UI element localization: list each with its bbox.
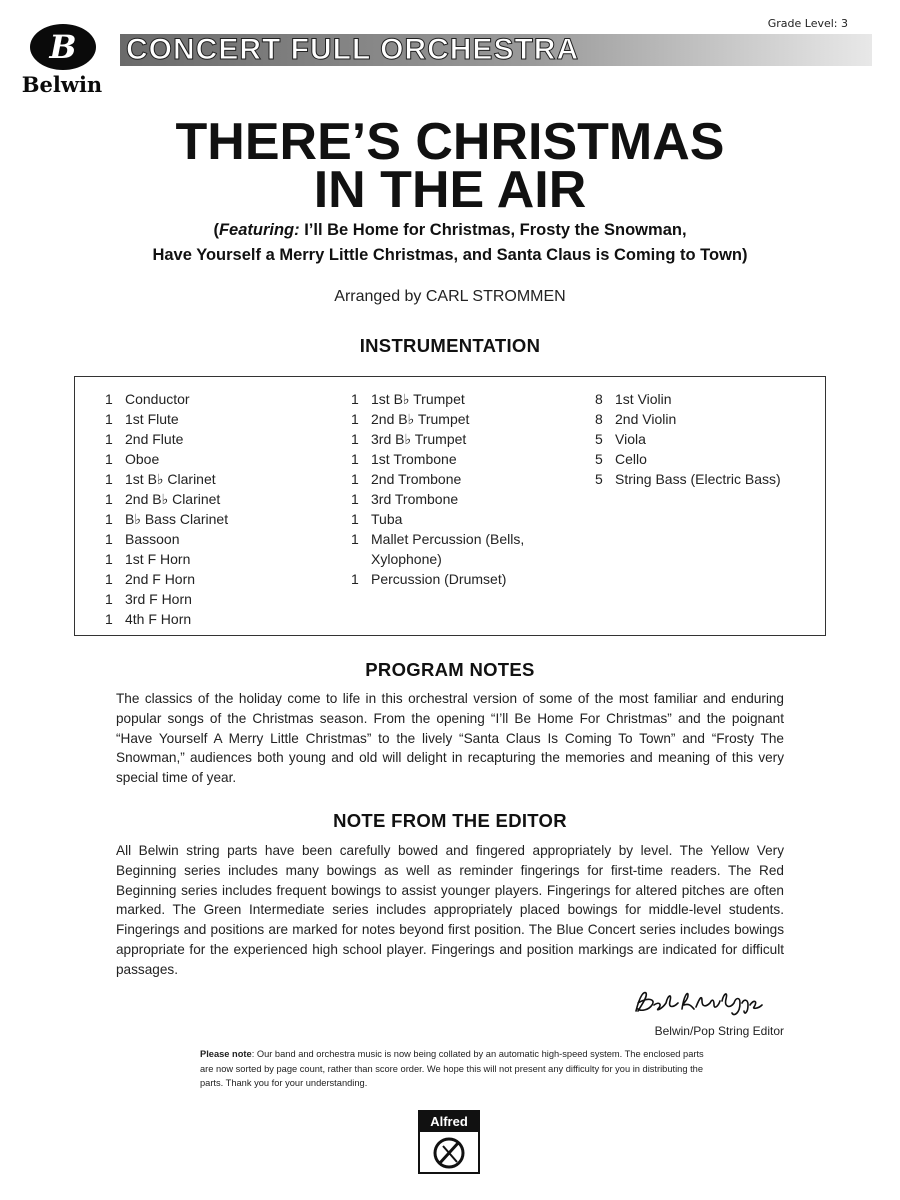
title-line-1: THERE’S CHRISTMAS [175, 113, 725, 171]
instrument-name: String Bass (Electric Bass) [615, 471, 781, 487]
instrument-name: Mallet Percussion (Bells, [371, 531, 525, 547]
instrument-name: 3rd F Horn [125, 591, 192, 607]
belwin-logo-word: Belwin [21, 72, 103, 97]
editor-note-heading: NOTE FROM THE EDITOR [333, 810, 567, 831]
editor-note-text: All Belwin string parts have been carefully bowed and fingered appropriately by level. The Yellow Very Beginning series includes many bowings as well as reminder fingerings for first-time readers. The Red Beginning series includes frequent bowings to assist younger players. Fingerings for altered pitches are often marked. The Green Intermediate series includes appropriately placed bowings for middle-level students. Fingerings and positions are marked for notes beyond first position. The Blue Concert series includes bowings appropriate for the experienced high school player. Fingerings and position markings are indicated for difficult passages. [116, 843, 784, 977]
series-banner [120, 34, 872, 66]
instrument-quantity: 1 [105, 391, 113, 407]
belwin-logo-mark: B [30, 24, 96, 70]
instrument-quantity: 1 [351, 571, 359, 587]
instrument-name: 2nd Trombone [371, 471, 462, 487]
alfred-logo [418, 1110, 480, 1174]
instrument-quantity: 1 [105, 471, 113, 487]
instrument-name: 1st B♭ Clarinet [125, 471, 216, 487]
instrument-name: 2nd F Horn [125, 571, 196, 587]
instrumentation-box [74, 376, 826, 636]
editor-signature [630, 985, 810, 1019]
instrumentation-heading: INSTRUMENTATION [359, 335, 541, 356]
instrument-name: Oboe [125, 451, 160, 467]
instrument-name: 1st F Horn [125, 551, 191, 567]
please-note-label: Please note [200, 1049, 252, 1059]
instrument-quantity: 1 [105, 571, 113, 587]
instrument-quantity: 1 [105, 591, 113, 607]
instrument-name: Xylophone) [371, 551, 442, 567]
instrument-quantity: 1 [351, 511, 359, 527]
program-notes-text: The classics of the holiday come to life in this orchestral version of some of the most familiar and enduring popular songs of the Christmas season. From the opening “I’ll Be Home For Christmas” and the poignant “Have Yourself A Merry Little Christmas” to the lively “Santa Claus Is Coming To Town” and “Frosty The Snowman,” audiences both young and old will delight in recapturing the memories and meaning of this very special time of year. [116, 691, 784, 786]
instrument-name: Conductor [125, 391, 190, 407]
instrument-name: 2nd Flute [125, 431, 184, 447]
instrument-name: 2nd B♭ Clarinet [125, 491, 221, 507]
instrument-name: 4th F Horn [125, 611, 192, 627]
instrument-quantity: 1 [105, 611, 113, 627]
instrument-quantity: 5 [595, 431, 603, 447]
grade-level: Grade Level: 3 [767, 17, 848, 30]
instrument-quantity: 1 [105, 511, 113, 527]
instrument-name: 1st Violin [615, 391, 672, 407]
alfred-logo-word: Alfred [420, 1112, 478, 1132]
title-line-2: IN THE AIR [313, 161, 587, 219]
instrument-quantity: 1 [105, 491, 113, 507]
series-banner-text: CONCERT FULL ORCHESTRA [126, 33, 580, 66]
instrument-quantity: 1 [351, 391, 359, 407]
instrument-name: 2nd B♭ Trumpet [371, 411, 470, 427]
instrument-name: 3rd B♭ Trumpet [371, 431, 467, 447]
featuring-subtitle [0, 218, 900, 268]
instrument-quantity: 1 [351, 411, 359, 427]
instrument-quantity: 1 [105, 431, 113, 447]
instrument-name: 2nd Violin [615, 411, 677, 427]
instrument-quantity: 1 [351, 451, 359, 467]
instrument-name: Cello [615, 451, 647, 467]
belwin-logo [6, 24, 118, 102]
instrument-quantity: 1 [351, 471, 359, 487]
instrument-quantity: 8 [595, 391, 603, 407]
instrument-quantity: 1 [351, 491, 359, 507]
instrument-quantity: 1 [105, 411, 113, 427]
featuring-label: Featuring: [218, 221, 300, 239]
instrument-name: Viola [615, 431, 646, 447]
please-note [200, 1047, 705, 1091]
instrument-name: B♭ Bass Clarinet [125, 511, 229, 527]
instrument-name: 3rd Trombone [371, 491, 459, 507]
instrument-name: Percussion (Drumset) [371, 571, 507, 587]
featuring-line-1: (Featuring: I’ll Be Home for Christmas, Frosty the Snowman, [213, 221, 687, 239]
instrument-name: Tuba [371, 511, 403, 527]
instrument-quantity: 1 [105, 451, 113, 467]
please-note-text: : Our band and orchestra music is now being collated by an automatic high-speed system. The enclosed parts are now sorted by page count, rather than score order. We hope this will not present any difficulty for you in distributing the parts. Thank you for your understanding. [200, 1049, 704, 1088]
instrument-quantity: 5 [595, 451, 603, 467]
instrument-quantity: 8 [595, 411, 603, 427]
instrument-name: Bassoon [125, 531, 180, 547]
alfred-logo-mark [429, 1136, 469, 1170]
instrument-name: 1st Trombone [371, 451, 457, 467]
editor-title: Belwin/Pop String Editor [654, 1024, 784, 1038]
instrument-quantity: 1 [105, 531, 113, 547]
featuring-line-2: Have Yourself a Merry Little Christmas, and Santa Claus is Coming to Town) [152, 246, 748, 264]
instrument-quantity: 1 [105, 551, 113, 567]
instrument-quantity: 1 [351, 431, 359, 447]
instrument-quantity: 1 [351, 531, 359, 547]
arranger-credit: Arranged by CARL STROMMEN [334, 288, 566, 305]
instrument-quantity: 5 [595, 471, 603, 487]
instrument-name: 1st B♭ Trumpet [371, 391, 465, 407]
instrument-name: 1st Flute [125, 411, 179, 427]
program-notes-heading: PROGRAM NOTES [365, 659, 535, 680]
